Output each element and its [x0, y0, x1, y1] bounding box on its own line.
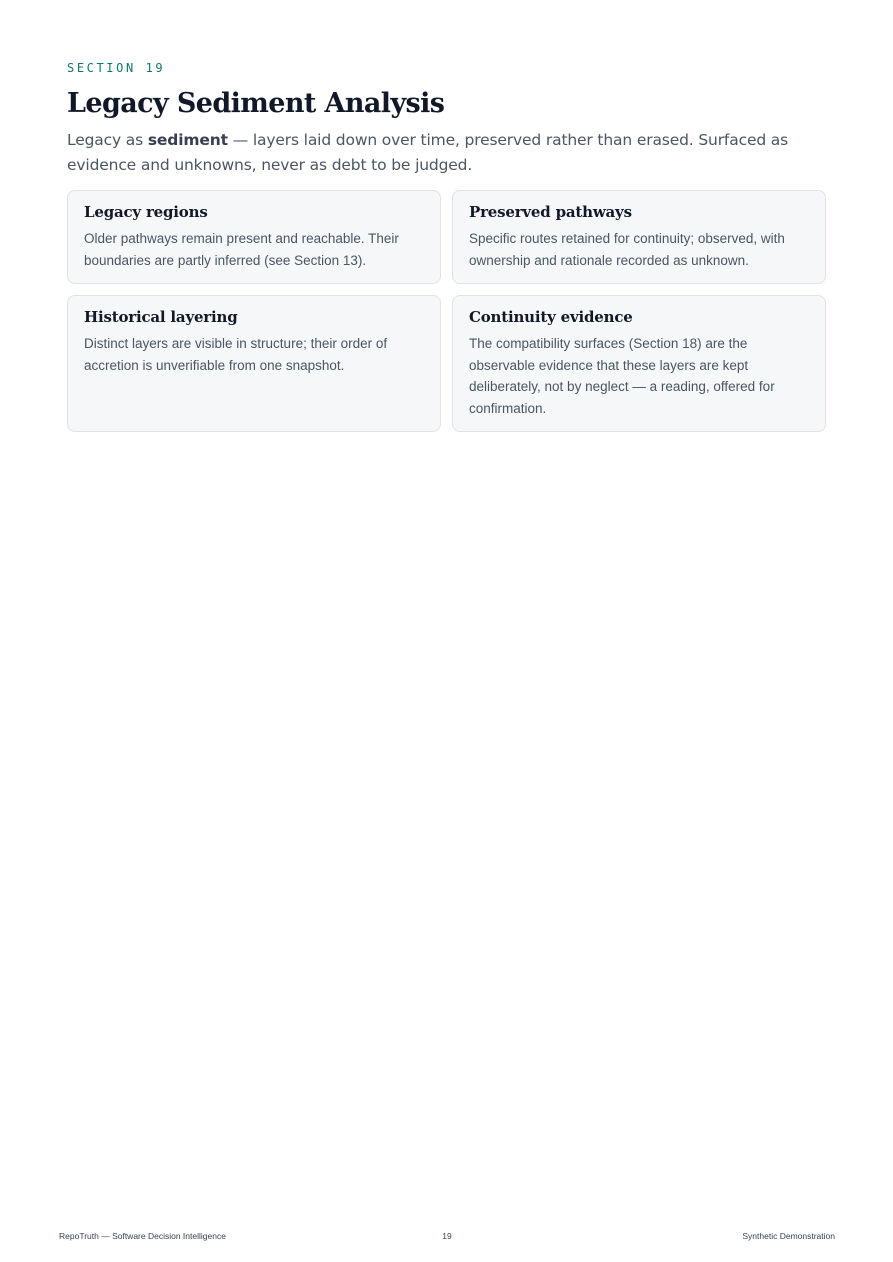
page-footer	[59, 1231, 835, 1243]
card-body: The compatibility surfaces (Section 18) are the observable evidence that these layers are kept deliberately, not by neglect — a reading, offered for confirmation.	[469, 336, 775, 416]
footer-document-type: Synthetic Demonstration	[742, 1231, 835, 1241]
page-title: Legacy Sediment Analysis	[67, 88, 445, 119]
intro-suffix: — layers laid down over time, preserved rather than erased. Surfaced as evidence and unknowns, never as debt to be judged.	[67, 131, 789, 174]
card-body: Older pathways remain present and reachable. Their boundaries are partly inferred (see Section 13).	[84, 231, 399, 268]
card-title: Legacy regions	[84, 203, 208, 221]
card-grid	[67, 190, 827, 432]
intro-emphasis: sediment	[147, 131, 228, 149]
page-content	[67, 60, 827, 432]
section-intro	[67, 128, 827, 178]
footer-product-name: RepoTruth — Software Decision Intelligence	[59, 1231, 226, 1241]
intro-prefix: Legacy as	[67, 131, 148, 149]
card-continuity-evidence	[452, 295, 826, 432]
card-historical-layering	[67, 295, 441, 432]
card-title: Preserved pathways	[469, 203, 632, 221]
card-title: Historical layering	[84, 308, 238, 326]
card-title: Continuity evidence	[469, 308, 633, 326]
card-preserved-pathways	[452, 190, 826, 284]
card-body: Specific routes retained for continuity; observed, with ownership and rationale recorded as unknown.	[469, 231, 785, 268]
card-legacy-regions	[67, 190, 441, 284]
footer-page-number: 19	[442, 1231, 452, 1241]
card-body: Distinct layers are visible in structure; their order of accretion is unverifiable from one snapshot.	[84, 336, 388, 373]
section-label: SECTION 19	[67, 61, 166, 75]
